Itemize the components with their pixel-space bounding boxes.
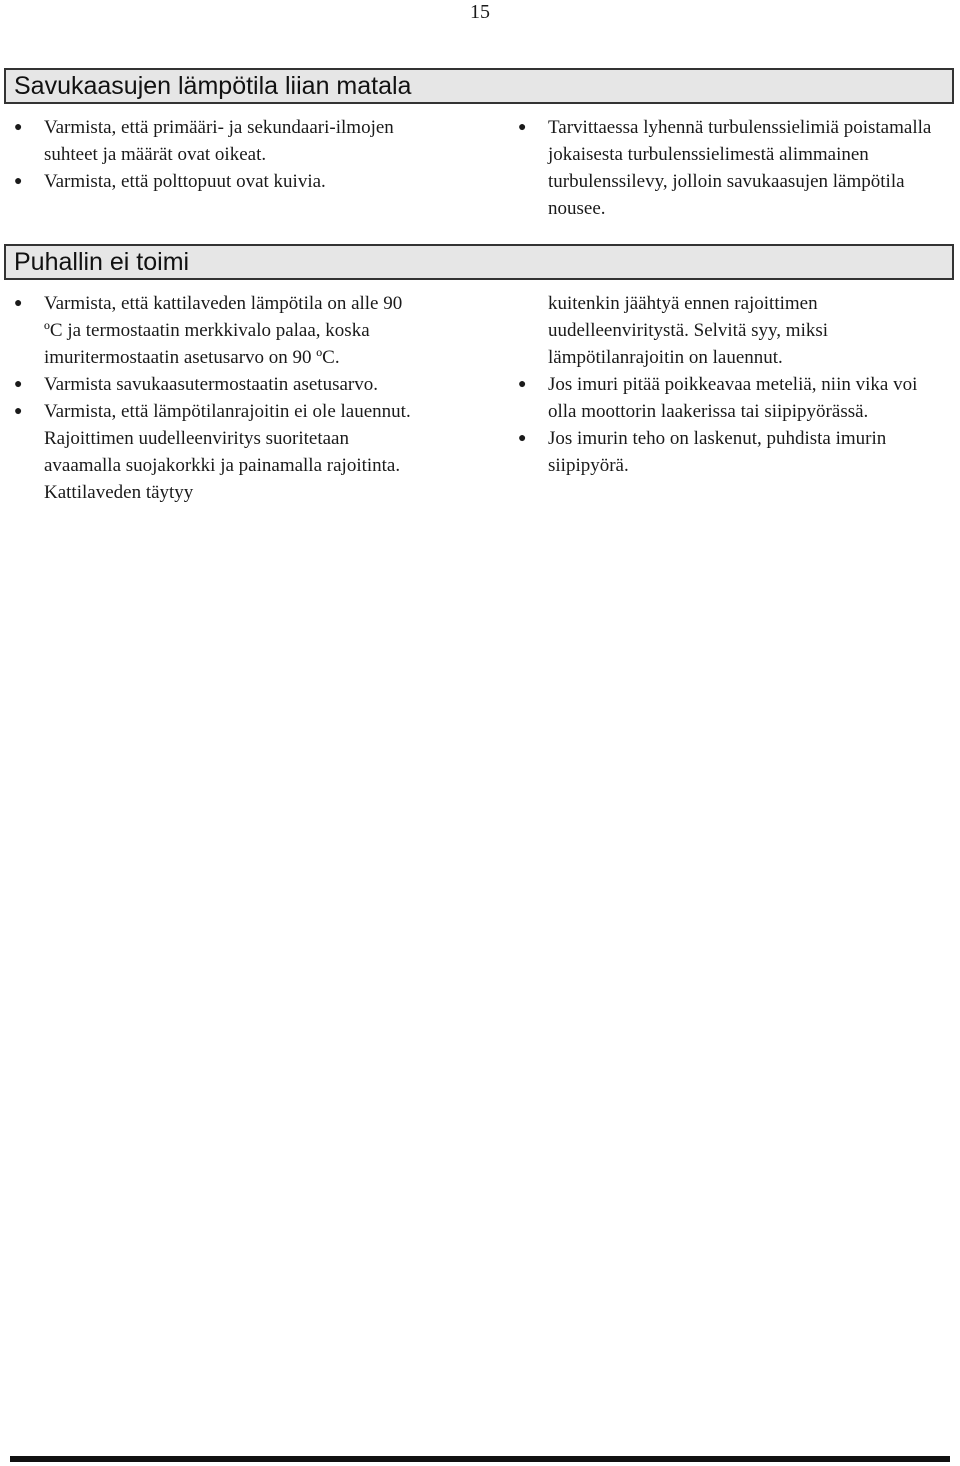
list-item: ● Varmista savukaasutermostaatin asetusarvo. — [0, 371, 420, 398]
list-item: ● Jos imurin teho on laskenut, puhdista imurin siipipyörä. — [504, 425, 944, 479]
left-column-list — [0, 114, 440, 195]
bullet-icon: ● — [518, 120, 527, 135]
page-number: 15 — [470, 1, 490, 23]
bullet-icon: ● — [518, 377, 527, 392]
left-column-list — [0, 290, 420, 506]
list-item: ● Jos imuri pitää poikkeavaa meteliä, niin vika voi olla moottorin laakerissa tai siipipyörässä. — [504, 371, 944, 425]
list-item: ● Varmista, että lämpötilanrajoitin ei ole lauennut. Rajoittimen uudelleenviritys suoritetaan avaamalla suojakorkki ja painamalla rajoitinta. Kattilaveden täytyy — [0, 398, 420, 506]
bullet-icon: ● — [14, 296, 23, 311]
right-column-list — [504, 290, 944, 479]
section-title-flue-gas-temperature: Savukaasujen lämpötila liian matala — [4, 68, 954, 104]
footer-rule — [10, 1456, 950, 1462]
bullet-icon: ● — [14, 404, 23, 419]
list-item-continuation: kuitenkin jäähtyä ennen rajoittimen uudelleenviritystä. Selvitä syy, miksi lämpötilanrajoitin on lauennut. — [548, 293, 829, 368]
right-column-list — [504, 114, 944, 222]
bullet-icon: ● — [14, 174, 23, 189]
section-title-fan-not-working: Puhallin ei toimi — [4, 244, 954, 280]
bullet-icon: ● — [14, 377, 23, 392]
list-item: ● Varmista, että primääri- ja sekundaari-ilmojen suhteet ja määrät ovat oikeat. — [0, 114, 440, 168]
bullet-icon: ● — [518, 431, 527, 446]
list-item: ● Varmista, että kattilaveden lämpötila on alle 90 ºC ja termostaatin merkkivalo palaa, koska imuritermostaatin asetusarvo on 90 ºC. — [0, 290, 420, 371]
bullet-icon: ● — [14, 120, 23, 135]
list-item: ● Tarvittaessa lyhennä turbulenssielimiä poistamalla jokaisesta turbulenssielimestä alimmainen turbulenssilevy, jolloin savukaasujen lämpötila nousee. — [504, 114, 944, 222]
list-item: ● Varmista, että polttopuut ovat kuivia. — [0, 168, 440, 195]
